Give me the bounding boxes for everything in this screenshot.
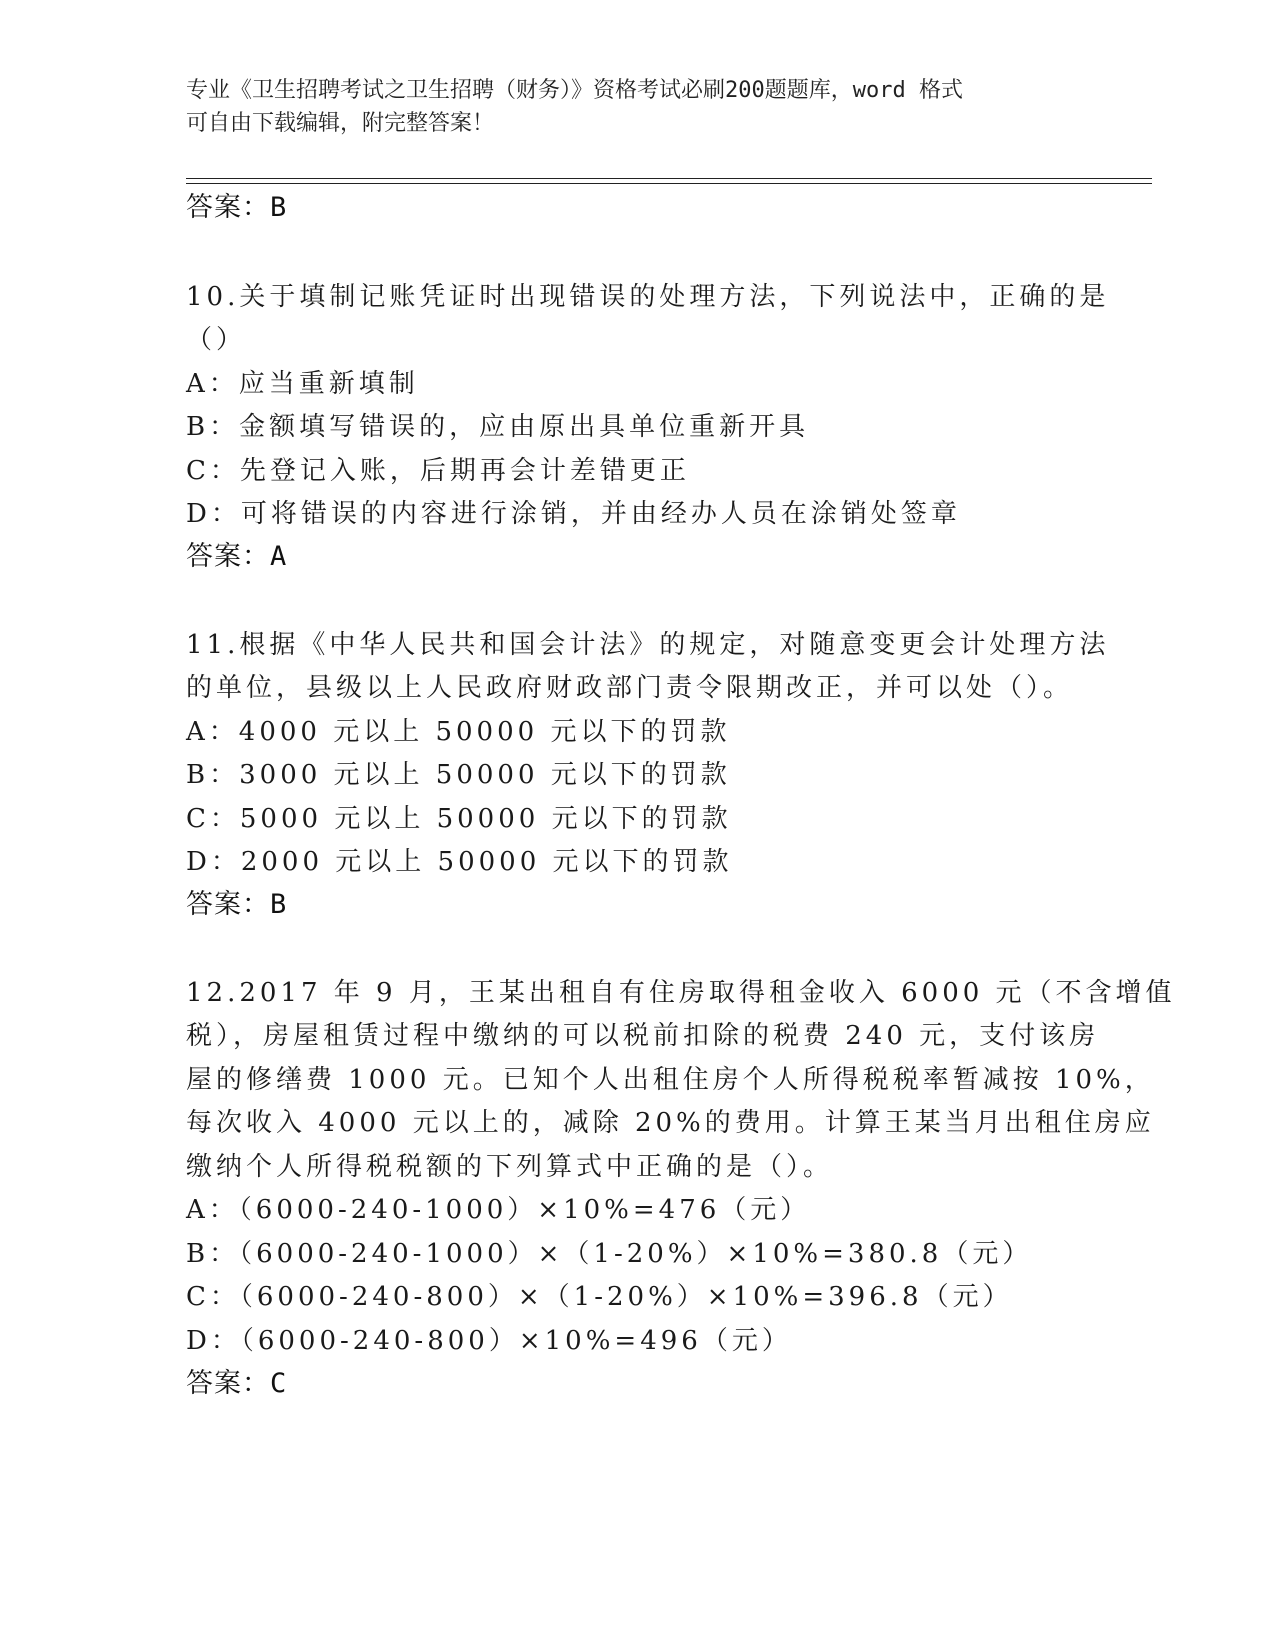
q12-stem-line-3: 屋的修缮费 1000 元。已知个人出租住房个人所得税税率暂减按 10%， <box>186 1065 1155 1095</box>
q12-option-c: C：（6000-240-800）×（1-20%）×10%=396.8（元） <box>186 1282 1013 1312</box>
q11-option-a: A：4000 元以上 50000 元以下的罚款 <box>186 717 731 747</box>
q10-option-b: B：金额填写错误的，应由原出具单位重新开具 <box>186 412 810 442</box>
page-header <box>186 74 1066 140</box>
header-rule-bottom <box>186 183 1152 184</box>
q10-option-a: A：应当重新填制 <box>186 369 419 399</box>
q12-stem-line-5: 缴纳个人所得税税额的下列算式中正确的是（）。 <box>186 1152 834 1182</box>
q11-stem-line-2: 的单位，县级以上人民政府财政部门责令限期改正，并可以处（）。 <box>186 673 1074 703</box>
q10-answer: 答案：A <box>186 541 288 572</box>
q12-stem-line-1: 12.2017 年 9 月，王某出租自有住房取得租金收入 6000 元（不含增值 <box>186 978 1176 1008</box>
q11-stem-line-1: 11.根据《中华人民共和国会计法》的规定，对随意变更会计处理方法 <box>186 630 1110 660</box>
q10-option-c: C：先登记入账，后期再会计差错更正 <box>186 456 690 486</box>
header-rule-top <box>186 178 1152 179</box>
header-line-2: 可自由下载编辑，附完整答案！ <box>186 111 495 136</box>
q10-stem-line-2: （） <box>186 325 247 355</box>
q12-option-d: D：（6000-240-800）×10%=496（元） <box>186 1326 792 1356</box>
q12-option-b: B：（6000-240-1000）×（1-20%）×10%=380.8（元） <box>186 1239 1033 1269</box>
q10-stem-line-1: 10.关于填制记账凭证时出现错误的处理方法，下列说法中，正确的是 <box>186 282 1110 312</box>
q11-answer: 答案：B <box>186 889 288 920</box>
answer-prev: 答案：B <box>186 192 288 223</box>
q12-stem-line-4: 每次收入 4000 元以上的，减除 20%的费用。计算王某当月出租住房应 <box>186 1108 1155 1138</box>
q11-option-c: C：5000 元以上 50000 元以下的罚款 <box>186 804 732 834</box>
q10-option-d: D：可将错误的内容进行涂销，并由经办人员在涂销处签章 <box>186 499 961 529</box>
q12-answer: 答案：C <box>186 1368 288 1399</box>
q11-option-b: B：3000 元以上 50000 元以下的罚款 <box>186 760 731 790</box>
q12-option-a: A：（6000-240-1000）×10%=476（元） <box>186 1195 811 1225</box>
header-line-1: 专业《卫生招聘考试之卫生招聘（财务）》资格考试必刷200题题库，word 格式 <box>186 78 963 103</box>
q11-option-d: D：2000 元以上 50000 元以下的罚款 <box>186 847 733 877</box>
q12-stem-line-2: 税），房屋租赁过程中缴纳的可以税前扣除的税费 240 元，支付该房 <box>186 1021 1100 1051</box>
